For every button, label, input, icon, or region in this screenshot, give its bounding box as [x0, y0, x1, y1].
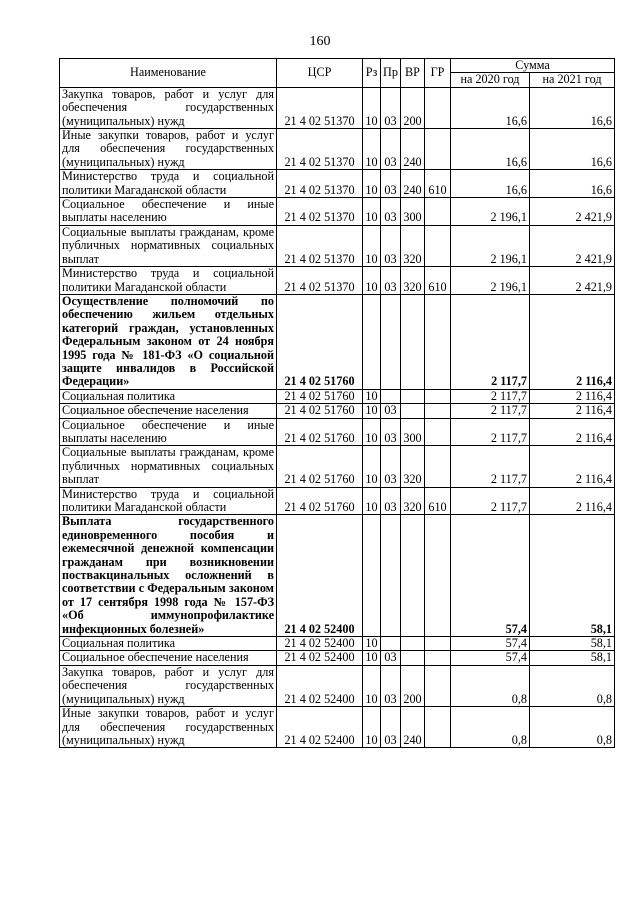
- row-gr: [425, 87, 451, 128]
- table-row: [60, 404, 615, 418]
- row-vr: 300: [401, 198, 425, 226]
- row-csr: 21 4 02 52400: [277, 665, 363, 706]
- row-sum-2021: 16,6: [530, 87, 615, 128]
- row-gr: [425, 418, 451, 446]
- row-pr: 03: [381, 170, 401, 198]
- row-name: Социальные выплаты гражданам, кроме публичных нормативных социальных выплат: [60, 225, 277, 266]
- table-row: [60, 665, 615, 706]
- row-name: Закупка товаров, работ и услуг для обеспечения государственных (муниципальных) нужд: [60, 665, 277, 706]
- table-row: [60, 707, 615, 748]
- row-vr: [401, 294, 425, 389]
- row-sum-2021: 2 116,4: [530, 294, 615, 389]
- row-sum-2021: 2 421,9: [530, 267, 615, 295]
- row-gr: [425, 404, 451, 418]
- row-rz: 10: [363, 446, 381, 487]
- row-vr: 320: [401, 487, 425, 515]
- row-sum-2021: 16,6: [530, 170, 615, 198]
- row-sum-2021: 58,1: [530, 515, 615, 637]
- row-vr: 240: [401, 170, 425, 198]
- table-row: [60, 294, 615, 389]
- header-sum: Сумма: [451, 59, 615, 73]
- header-name: Наименование: [60, 59, 277, 88]
- table-row: [60, 651, 615, 665]
- row-sum-2020: 2 117,7: [451, 404, 530, 418]
- header-csr: ЦСР: [277, 59, 363, 88]
- row-sum-2020: 0,8: [451, 707, 530, 748]
- header-vr: ВР: [401, 59, 425, 88]
- page-number: 160: [309, 34, 331, 49]
- row-gr: 610: [425, 170, 451, 198]
- row-sum-2021: 2 421,9: [530, 198, 615, 226]
- row-gr: [425, 129, 451, 170]
- row-name: Осуществление полномочий по обеспечению жильем отдельных категорий граждан, установленных Федеральным законом от 24 ноября 1995 года № 181-ФЗ «О социальной защите инвалидов в Российской Федерации»: [60, 294, 277, 389]
- row-gr: [425, 515, 451, 637]
- row-pr: 03: [381, 225, 401, 266]
- row-gr: 610: [425, 487, 451, 515]
- row-name: Социальное обеспечение и иные выплаты населению: [60, 418, 277, 446]
- row-pr: 03: [381, 404, 401, 418]
- row-sum-2021: 2 116,4: [530, 418, 615, 446]
- row-sum-2020: 16,6: [451, 87, 530, 128]
- row-vr: 320: [401, 225, 425, 266]
- row-gr: 610: [425, 267, 451, 295]
- header-2020: на 2020 год: [451, 73, 530, 87]
- row-pr: 03: [381, 707, 401, 748]
- row-csr: 21 4 02 52400: [277, 515, 363, 637]
- row-rz: 10: [363, 651, 381, 665]
- row-vr: 240: [401, 129, 425, 170]
- table-row: [60, 225, 615, 266]
- row-gr: [425, 446, 451, 487]
- row-vr: [401, 637, 425, 651]
- row-csr: 21 4 02 51370: [277, 170, 363, 198]
- table-row: [60, 170, 615, 198]
- row-sum-2020: 57,4: [451, 637, 530, 651]
- row-sum-2020: 2 117,7: [451, 418, 530, 446]
- row-sum-2020: 0,8: [451, 665, 530, 706]
- row-name: Выплата государственного единовременного пособия и ежемесячной денежной компенсации гражданам при возникновении поствакцинальных осложнений в соответствии с Федеральным законом от 17 сентября 1998 года № 157-ФЗ «Об иммунопрофилактике инфекционных болезней»: [60, 515, 277, 637]
- row-vr: 320: [401, 446, 425, 487]
- header-rz: Рз: [363, 59, 381, 88]
- row-sum-2021: 2 116,4: [530, 446, 615, 487]
- row-gr: [425, 707, 451, 748]
- row-pr: 03: [381, 651, 401, 665]
- row-vr: [401, 651, 425, 665]
- row-name: Социальное обеспечение и иные выплаты населению: [60, 198, 277, 226]
- row-csr: 21 4 02 52400: [277, 651, 363, 665]
- row-rz: 10: [363, 637, 381, 651]
- row-csr: 21 4 02 51370: [277, 87, 363, 128]
- row-rz: 10: [363, 389, 381, 403]
- table-row: [60, 267, 615, 295]
- row-name: Социальные выплаты гражданам, кроме публичных нормативных социальных выплат: [60, 446, 277, 487]
- row-pr: [381, 515, 401, 637]
- row-pr: 03: [381, 267, 401, 295]
- table-row: [60, 515, 615, 637]
- row-sum-2021: 0,8: [530, 665, 615, 706]
- row-pr: 03: [381, 487, 401, 515]
- row-rz: 10: [363, 665, 381, 706]
- table-row: [60, 87, 615, 128]
- row-gr: [425, 198, 451, 226]
- row-vr: [401, 515, 425, 637]
- row-csr: 21 4 02 51760: [277, 389, 363, 403]
- row-vr: 240: [401, 707, 425, 748]
- row-name: Социальное обеспечение населения: [60, 404, 277, 418]
- row-name: Социальная политика: [60, 389, 277, 403]
- row-vr: 320: [401, 267, 425, 295]
- table-row: [60, 487, 615, 515]
- row-vr: [401, 404, 425, 418]
- row-rz: 10: [363, 418, 381, 446]
- row-csr: 21 4 02 51760: [277, 404, 363, 418]
- row-gr: [425, 225, 451, 266]
- row-name: Социальная политика: [60, 637, 277, 651]
- row-sum-2021: 2 116,4: [530, 404, 615, 418]
- row-rz: 10: [363, 198, 381, 226]
- row-vr: 200: [401, 665, 425, 706]
- row-sum-2021: 16,6: [530, 129, 615, 170]
- header-pr: Пр: [381, 59, 401, 88]
- row-pr: 03: [381, 87, 401, 128]
- row-rz: 10: [363, 170, 381, 198]
- row-sum-2020: 2 117,7: [451, 487, 530, 515]
- table-row: [60, 418, 615, 446]
- row-csr: 21 4 02 51370: [277, 129, 363, 170]
- row-vr: 200: [401, 87, 425, 128]
- row-pr: [381, 389, 401, 403]
- row-csr: 21 4 02 51760: [277, 418, 363, 446]
- row-sum-2020: 2 196,1: [451, 267, 530, 295]
- header-2021: на 2021 год: [530, 73, 615, 87]
- row-vr: [401, 389, 425, 403]
- row-sum-2021: 2 116,4: [530, 389, 615, 403]
- row-csr: 21 4 02 51760: [277, 294, 363, 389]
- row-name: Министерство труда и социальной политики Магаданской области: [60, 267, 277, 295]
- row-rz: 10: [363, 487, 381, 515]
- row-name: Иные закупки товаров, работ и услуг для обеспечения государственных (муниципальных) нужд: [60, 707, 277, 748]
- row-rz: 10: [363, 87, 381, 128]
- row-gr: [425, 651, 451, 665]
- row-rz: 10: [363, 707, 381, 748]
- row-sum-2020: 2 117,7: [451, 389, 530, 403]
- row-pr: 03: [381, 665, 401, 706]
- row-pr: 03: [381, 129, 401, 170]
- row-sum-2020: 2 196,1: [451, 198, 530, 226]
- row-sum-2020: 2 117,7: [451, 446, 530, 487]
- row-gr: [425, 665, 451, 706]
- row-sum-2020: 57,4: [451, 515, 530, 637]
- row-gr: [425, 389, 451, 403]
- table-row: [60, 637, 615, 651]
- row-csr: 21 4 02 51370: [277, 267, 363, 295]
- row-rz: [363, 515, 381, 637]
- row-pr: 03: [381, 446, 401, 487]
- row-name: Министерство труда и социальной политики Магаданской области: [60, 487, 277, 515]
- table-row: [60, 446, 615, 487]
- row-csr: 21 4 02 51760: [277, 487, 363, 515]
- row-sum-2020: 2 117,7: [451, 294, 530, 389]
- table-row: [60, 389, 615, 403]
- header-row: [60, 59, 615, 73]
- row-pr: 03: [381, 198, 401, 226]
- row-csr: 21 4 02 51370: [277, 198, 363, 226]
- row-name: Иные закупки товаров, работ и услуг для обеспечения государственных (муниципальных) нужд: [60, 129, 277, 170]
- row-sum-2020: 2 196,1: [451, 225, 530, 266]
- row-pr: [381, 637, 401, 651]
- row-sum-2021: 58,1: [530, 637, 615, 651]
- row-sum-2020: 57,4: [451, 651, 530, 665]
- row-sum-2021: 0,8: [530, 707, 615, 748]
- header-gr: ГР: [425, 59, 451, 88]
- row-pr: 03: [381, 418, 401, 446]
- table-row: [60, 129, 615, 170]
- row-sum-2021: 58,1: [530, 651, 615, 665]
- row-csr: 21 4 02 51760: [277, 446, 363, 487]
- row-sum-2020: 16,6: [451, 170, 530, 198]
- row-rz: 10: [363, 267, 381, 295]
- table-row: [60, 198, 615, 226]
- row-rz: 10: [363, 225, 381, 266]
- row-sum-2021: 2 421,9: [530, 225, 615, 266]
- row-name: Закупка товаров, работ и услуг для обеспечения государственных (муниципальных) нужд: [60, 87, 277, 128]
- row-pr: [381, 294, 401, 389]
- row-rz: 10: [363, 404, 381, 418]
- row-name: Министерство труда и социальной политики Магаданской области: [60, 170, 277, 198]
- row-gr: [425, 294, 451, 389]
- row-sum-2020: 16,6: [451, 129, 530, 170]
- row-csr: 21 4 02 52400: [277, 637, 363, 651]
- budget-table: [59, 58, 615, 748]
- row-csr: 21 4 02 51370: [277, 225, 363, 266]
- row-vr: 300: [401, 418, 425, 446]
- row-rz: [363, 294, 381, 389]
- row-gr: [425, 637, 451, 651]
- row-name: Социальное обеспечение населения: [60, 651, 277, 665]
- row-sum-2021: 2 116,4: [530, 487, 615, 515]
- row-csr: 21 4 02 52400: [277, 707, 363, 748]
- row-rz: 10: [363, 129, 381, 170]
